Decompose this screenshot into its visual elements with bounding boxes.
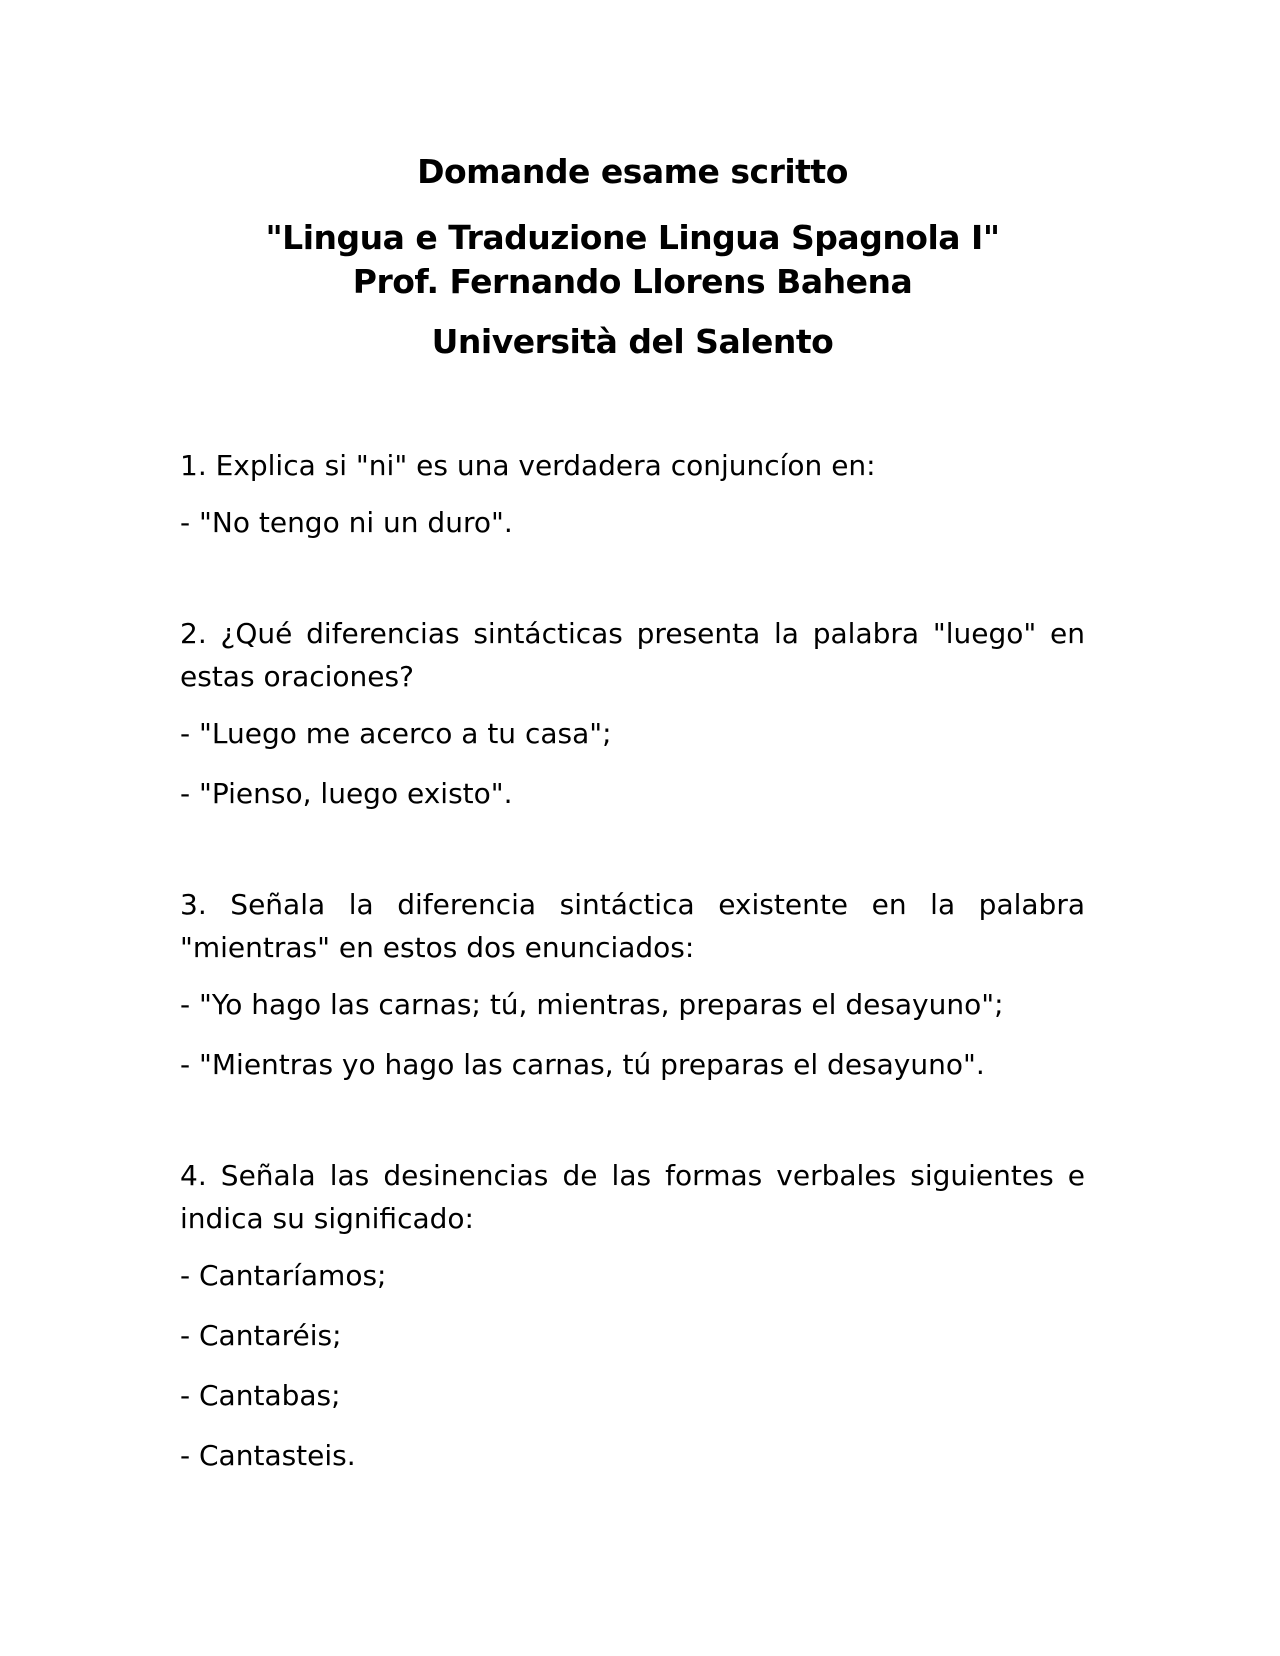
question-prompt: 1. Explica si "ni" es una verdadera conjuncíon en: xyxy=(180,449,876,482)
questions-section xyxy=(180,444,1085,1477)
question-block xyxy=(180,883,1085,1086)
example-line: - Cantasteis. xyxy=(180,1439,356,1472)
question-block xyxy=(180,1154,1085,1477)
example-line: - "Luego me acerco a tu casa"; xyxy=(180,717,612,750)
institution-name: Università del Salento xyxy=(431,322,834,361)
course-name-line: "Lingua e Traduzione Lingua Spagnola I" xyxy=(265,218,1000,257)
question-prompt: 2. ¿Qué diferencias sintácticas presenta la palabra "luego" en estas oraciones? xyxy=(180,617,1085,693)
question-block xyxy=(180,444,1085,544)
example-line: - Cantaréis; xyxy=(180,1319,342,1352)
document-title: Domande esame scritto xyxy=(417,152,848,191)
question-prompt: 4. Señala las desinencias de las formas verbales siguientes e indica su significado: xyxy=(180,1159,1085,1235)
question-prompt: 3. Señala la diferencia sintáctica existente en la palabra "mientras" en estos dos enunciados: xyxy=(180,888,1085,964)
example-line: - "Yo hago las carnas; tú, mientras, preparas el desayuno"; xyxy=(180,988,1004,1021)
example-line: - "Mientras yo hago las carnas, tú preparas el desayuno". xyxy=(180,1048,985,1081)
example-line: - Cantaríamos; xyxy=(180,1259,387,1292)
course-title xyxy=(180,216,1085,304)
example-line: - "No tengo ni un duro". xyxy=(180,506,513,539)
question-block xyxy=(180,612,1085,815)
example-line: - "Pienso, luego existo". xyxy=(180,777,513,810)
professor-name-line: Prof. Fernando Llorens Bahena xyxy=(352,262,913,301)
example-line: - Cantabas; xyxy=(180,1379,341,1412)
